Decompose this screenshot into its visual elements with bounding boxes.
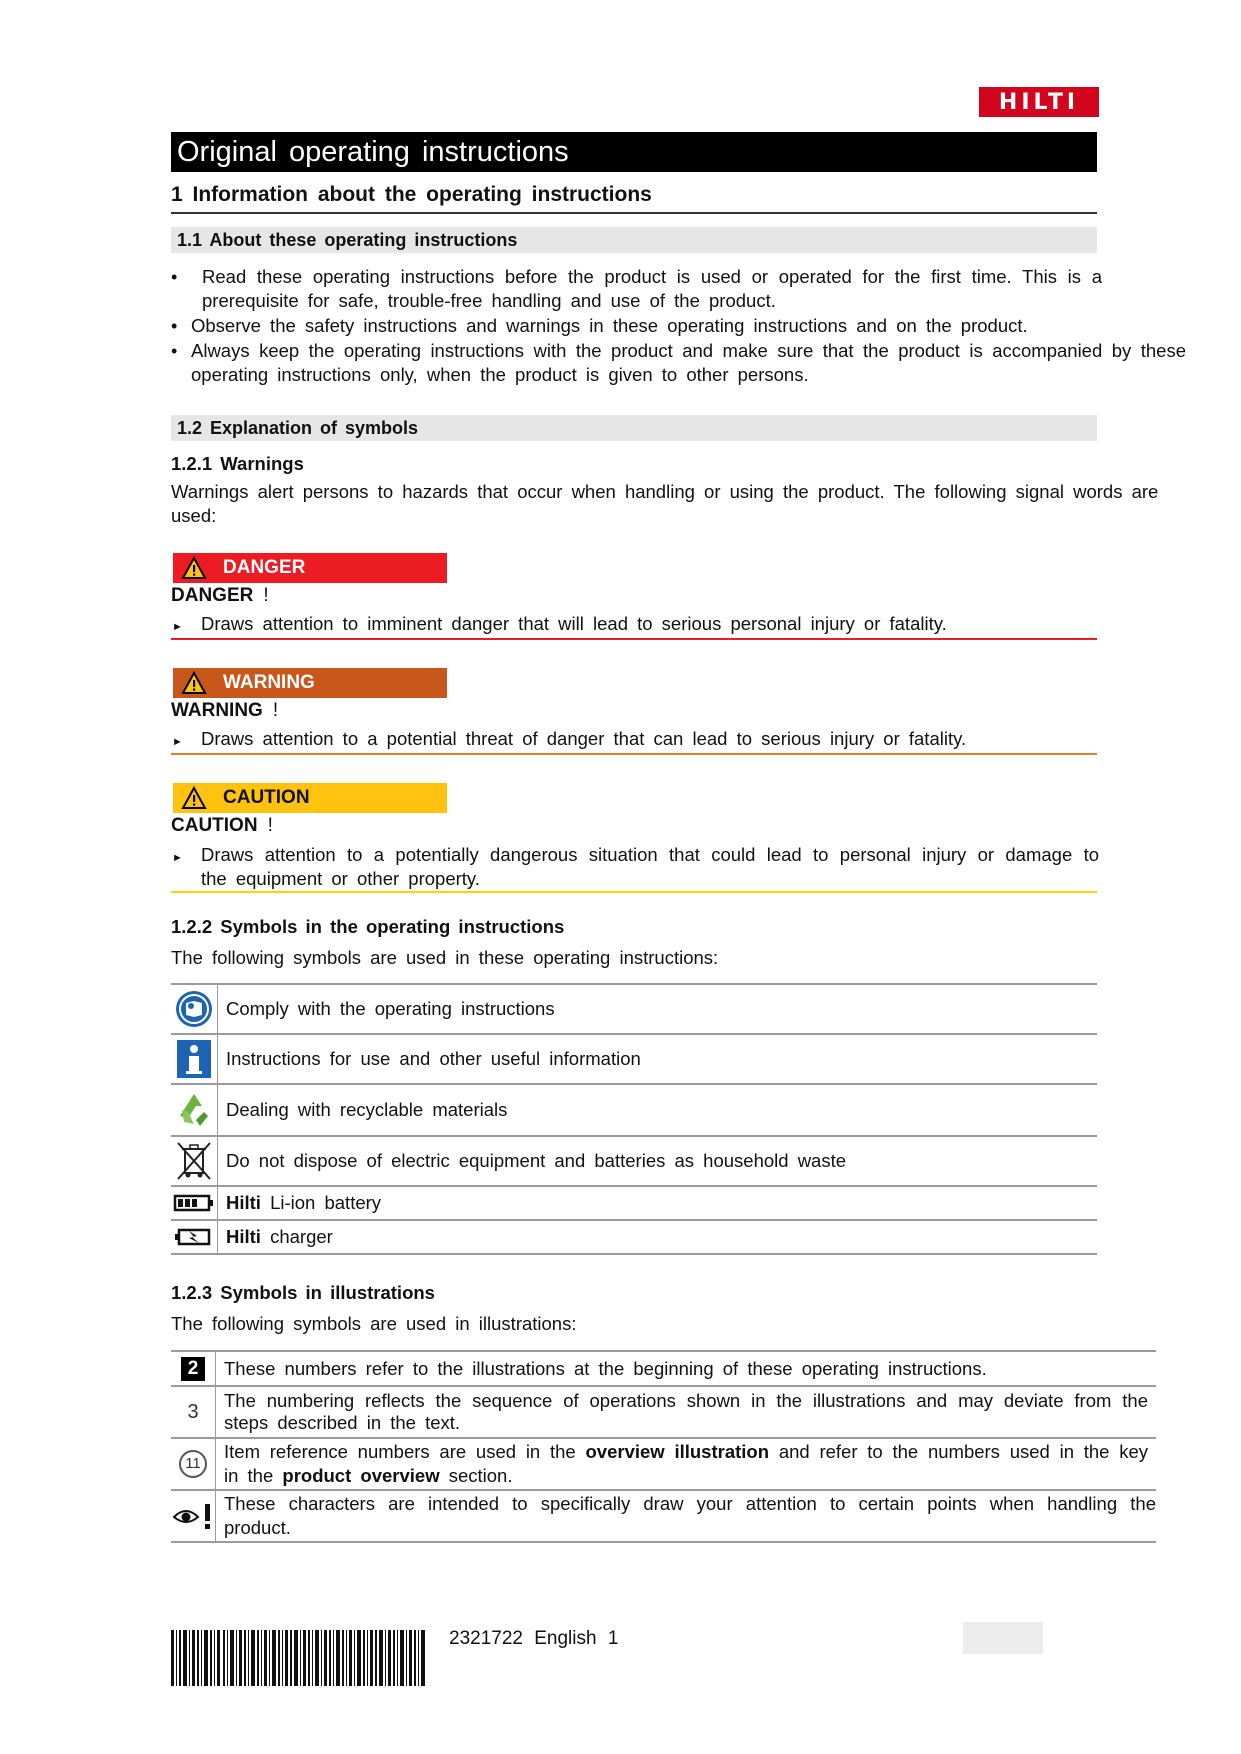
bullet-text: Observe the safety instructions and warnings in these operating instructions and on the product.: [191, 315, 1028, 336]
subsection-heading-warnings: 1.2.1 Warnings: [171, 453, 304, 474]
arrow-bullet-icon: ►: [172, 852, 183, 864]
bullet-text: [191, 339, 1191, 387]
signal-exclaim: !: [263, 585, 269, 606]
attention-eye-icon: [171, 1501, 215, 1531]
chapter-heading: 1 Information about the operating instructions: [171, 180, 1097, 214]
subsection-heading-illustrations: 1.2.3 Symbols in illustrations: [171, 1282, 435, 1303]
symbols-table: [171, 983, 1097, 1255]
symbol-description: [216, 1490, 1157, 1542]
table-row: [171, 1034, 1097, 1084]
table-row: [171, 1084, 1097, 1136]
page-title: Original operating instructions: [171, 132, 1097, 172]
arrow-bullet-icon: ►: [172, 736, 183, 748]
symbol-cell: [171, 984, 218, 1034]
symbol-description: Do not dispose of electric equipment and batteries as household waste: [218, 1136, 1098, 1186]
bold-term: product overview: [282, 1465, 440, 1486]
warning-description: Draws attention to a potential threat of danger that can lead to serious injury or fatality.: [201, 728, 967, 749]
text-part: section.: [448, 1465, 513, 1486]
signal-exclaim: !: [267, 815, 273, 836]
section-heading-1-2: 1.2 Explanation of symbols: [171, 415, 1097, 441]
footer-info: [449, 1628, 618, 1650]
illustrations-intro: The following symbols are used in illustrations:: [171, 1313, 577, 1334]
table-row: [171, 1351, 1156, 1386]
bullet-text: Read these operating instructions before the product is used or operated for the first time. This is a prerequisite for safe, trouble-free handling and use of the product.: [202, 266, 1102, 311]
symbol-cell: [171, 1034, 218, 1084]
table-row: [171, 1490, 1156, 1542]
battery-icon: [173, 1193, 215, 1213]
symbol-cell: [171, 1186, 218, 1220]
step-number-icon: 3: [187, 1400, 199, 1423]
warning-label-text: WARNING: [223, 672, 315, 693]
barcode-icon: [171, 1630, 427, 1686]
item-reference-icon: 11: [179, 1450, 207, 1478]
text-part: Item reference numbers are used in the: [224, 1441, 576, 1462]
footer-box: [963, 1622, 1043, 1654]
bullet-dot: •: [171, 341, 178, 361]
bullet-text-content: Always keep the operating instructions with the product and make sure that the product is accompanied by these operating instructions only, when the product is given to other persons.: [191, 340, 1186, 385]
figure-number-icon: 2: [181, 1357, 205, 1381]
symbols-intro: The following symbols are used in these operating instructions:: [171, 947, 719, 968]
subsection-heading-symbols: 1.2.2 Symbols in the operating instructions: [171, 916, 565, 937]
operating-instructions-icon: [174, 989, 214, 1029]
caution-label-text: CAUTION: [223, 787, 310, 808]
danger-label-text: DANGER: [223, 557, 306, 578]
symbol-cell: [171, 1386, 216, 1438]
symbol-text: These characters are intended to specifically draw your attention to certain points when handling the product.: [224, 1493, 1156, 1538]
brand-name: Hilti: [226, 1192, 261, 1213]
signal-exclaim: !: [272, 700, 279, 721]
warning-signal-label: [173, 668, 447, 698]
symbol-description: [216, 1438, 1157, 1490]
recycle-icon: [174, 1090, 214, 1130]
table-row: [171, 1220, 1097, 1254]
table-row: [171, 1186, 1097, 1220]
caution-description: Draws attention to a potentially dangerous situation that could lead to personal injury or damage to the equipment or other property.: [201, 844, 1099, 889]
symbol-text: charger: [270, 1226, 333, 1247]
symbol-description: [218, 1186, 1098, 1220]
footer-language: English: [534, 1628, 597, 1649]
symbol-description: [218, 1220, 1098, 1254]
illustration-symbols-table: [171, 1350, 1156, 1543]
symbol-description: Comply with the operating instructions: [218, 984, 1098, 1034]
symbol-cell: [171, 1084, 218, 1136]
hilti-logo: HILTI: [979, 87, 1099, 117]
symbol-cell: [171, 1351, 216, 1386]
warning-triangle-icon: [181, 556, 207, 580]
text-part: and refer to the numbers used in the key in the: [224, 1441, 1149, 1486]
table-row: [171, 1136, 1097, 1186]
warnings-intro: Warnings alert persons to hazards that occur when handling or using the product. The following signal words are used:: [171, 481, 1159, 526]
table-row: [171, 1438, 1156, 1490]
doc-number: 2321722: [449, 1628, 523, 1649]
danger-signal-label: [173, 553, 447, 583]
brand-name: Hilti: [226, 1226, 261, 1247]
symbol-description: The numbering reflects the sequence of operations shown in the illustrations and may deviate from the steps described in the text.: [216, 1386, 1157, 1438]
symbol-cell: [171, 1220, 218, 1254]
charger-icon: [173, 1226, 215, 1248]
arrow-bullet-icon: ►: [172, 621, 183, 633]
symbol-description: These numbers refer to the illustrations at the beginning of these operating instructions.: [216, 1351, 1157, 1386]
signal-word: CAUTION: [171, 815, 258, 836]
bullet-dot: •: [171, 316, 178, 336]
info-icon: [175, 1039, 213, 1079]
danger-rule: [171, 638, 1097, 640]
signal-word: DANGER: [171, 585, 254, 606]
caution-word: [171, 815, 273, 837]
symbol-description: Instructions for use and other useful information: [218, 1034, 1098, 1084]
page-number: 1: [607, 1628, 619, 1649]
danger-description: Draws attention to imminent danger that will lead to serious personal injury or fatality.: [201, 613, 947, 634]
crossed-bin-icon: [174, 1139, 214, 1183]
bold-term: overview illustration: [585, 1441, 770, 1462]
warning-triangle-icon: [181, 671, 207, 695]
caution-signal-label: [173, 783, 447, 813]
signal-word: WARNING: [171, 700, 263, 721]
danger-word: [171, 585, 269, 607]
symbol-cell: [171, 1136, 218, 1186]
symbol-text: Li-ion battery: [270, 1192, 382, 1213]
table-row: [171, 1386, 1156, 1438]
warning-rule: [171, 753, 1097, 755]
warning-triangle-icon: [181, 786, 207, 810]
caution-rule: [171, 891, 1097, 893]
bullet-dot: •: [171, 267, 178, 287]
warning-word: [171, 700, 278, 722]
symbol-cell: [171, 1490, 216, 1542]
table-row: [171, 984, 1097, 1034]
symbol-cell: [171, 1438, 216, 1490]
symbol-description: Dealing with recyclable materials: [218, 1084, 1098, 1136]
section-heading-1-1: 1.1 About these operating instructions: [171, 227, 1097, 253]
